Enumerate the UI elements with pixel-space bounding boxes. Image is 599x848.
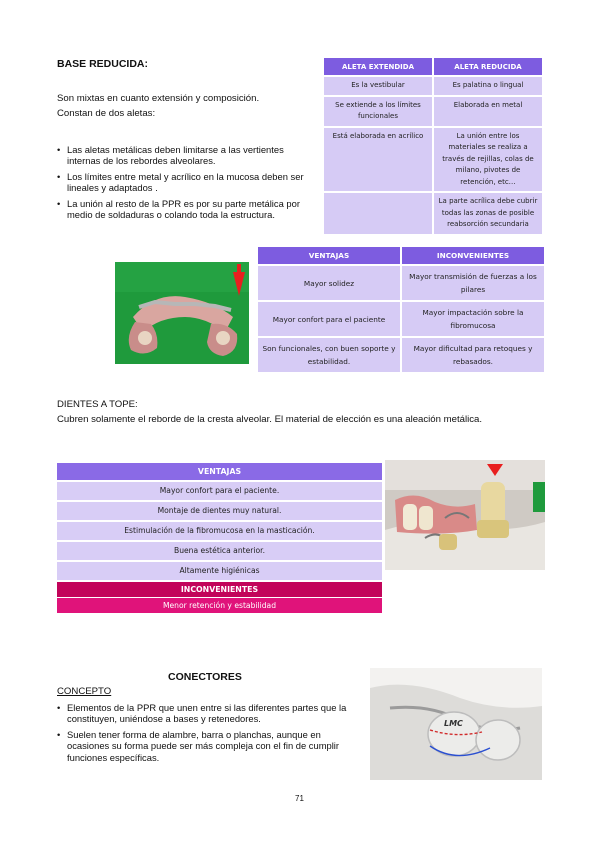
inconvenientes-header: INCONVENIENTES	[57, 582, 382, 597]
table-header: INCONVENIENTES	[402, 247, 544, 264]
list-item: Menor retención y estabilidad	[57, 598, 382, 613]
table-cell: Mayor dificultad para retoques y rebasados.	[402, 338, 544, 372]
list-item: • Los límites entre metal y acrílico en la mucosa deben ser lineales y adaptados .	[57, 171, 312, 194]
page-number: 71	[295, 794, 304, 803]
base-reducida-bullets	[57, 144, 312, 224]
aletas-table	[322, 56, 544, 236]
list-item: Estimulación de la fibromucosa en la masticación.	[57, 522, 382, 541]
dientes-photo	[385, 460, 545, 570]
table-cell: Está elaborada en acrílico	[324, 128, 432, 192]
conectores-subtitle: CONCEPTO	[57, 686, 112, 697]
table-row	[324, 97, 542, 126]
dientes-pros-cons	[57, 463, 382, 613]
list-item: Altamente higiénicas	[57, 562, 382, 581]
table-cell: Son funcionales, con buen soporte y estabilidad.	[258, 338, 400, 372]
conector-figure	[370, 668, 542, 780]
ventajas-header: VENTAJAS	[57, 463, 382, 480]
section-title-base-reducida: BASE REDUCIDA:	[57, 58, 149, 70]
list-item: • La unión al resto de la PPR es por su parte metálica por medio de soldaduras o colando toda la estructura.	[57, 198, 312, 221]
denture-photo-base	[115, 262, 249, 364]
table-header: VENTAJAS	[258, 247, 400, 264]
table-row	[258, 338, 544, 372]
table-cell: Mayor solidez	[258, 266, 400, 300]
list-item: • Suelen tener forma de alambre, barra o planchas, aunque en ocasiones su forma puede ser más compleja con el fin de cumplir funciones específicas.	[57, 729, 362, 763]
table-cell	[324, 193, 432, 234]
denture-photo-svg	[115, 262, 249, 364]
intro-line-1: Son mixtas en cuanto extensión y composición.	[57, 93, 260, 104]
list-item: Montaje de dientes muy natural.	[57, 502, 382, 521]
list-item: • Las aletas metálicas deben limitarse a las vertientes internas de los rebordes alveolares.	[57, 144, 312, 167]
table-row	[324, 77, 542, 95]
table-row	[258, 266, 544, 300]
list-item: Mayor confort para el paciente.	[57, 482, 382, 501]
section-title-dientes-a-tope: DIENTES A TOPE:	[57, 399, 138, 410]
table-cell: Elaborada en metal	[434, 97, 542, 126]
table-cell: La unión entre los materiales se realiza a través de rejillas, colas de milano, pivotes de retención, etc…	[434, 128, 542, 192]
dientes-a-tope-text: Cubren solamente el reborde de la cresta alveolar. El material de elección es una aleación metálica.	[57, 414, 483, 425]
table-cell: La parte acrílica debe cubrir todas las zonas de posible reabsorción secundaria	[434, 193, 542, 234]
table-header: ALETA REDUCIDA	[434, 58, 542, 75]
table-cell: Mayor impactación sobre la fibromucosa	[402, 302, 544, 336]
list-item: • Elementos de la PPR que unen entre si las diferentes partes que la constituyen, uniéndose a bases y retenedores.	[57, 702, 362, 725]
table-row	[258, 302, 544, 336]
table-cell: Mayor transmisión de fuerzas a los pilares	[402, 266, 544, 300]
table-header: ALETA EXTENDIDA	[324, 58, 432, 75]
conectores-bullets	[57, 702, 362, 767]
table-row	[324, 193, 542, 234]
dientes-photo-svg	[385, 460, 545, 570]
section-title-conectores: CONECTORES	[168, 671, 242, 683]
intro-line-2: Constan de dos aletas:	[57, 108, 156, 119]
base-pros-cons-table	[256, 245, 546, 374]
table-cell: Se extiende a los límites funcionales	[324, 97, 432, 126]
conector-figure-svg	[370, 668, 542, 780]
list-item: Buena estética anterior.	[57, 542, 382, 561]
table-cell: Es palatina o lingual	[434, 77, 542, 95]
table-row	[324, 128, 542, 192]
table-cell: Es la vestibular	[324, 77, 432, 95]
table-cell: Mayor confort para el paciente	[258, 302, 400, 336]
figure-label: LMC	[444, 719, 463, 728]
